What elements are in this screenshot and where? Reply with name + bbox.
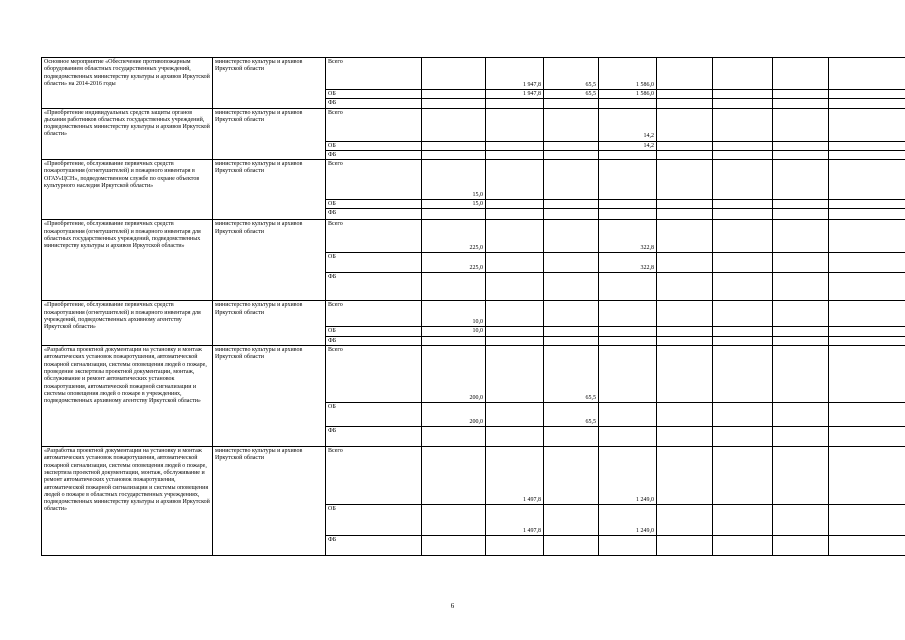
value-cell: [544, 505, 599, 536]
value-cell: 1 249,0: [599, 505, 657, 536]
value-cell: [713, 346, 773, 403]
value-cell: [657, 220, 713, 253]
value-cell: [657, 141, 713, 150]
value-cell: [657, 336, 713, 345]
value-cell: [544, 200, 599, 209]
funding-source-cell: Всего: [326, 220, 422, 253]
value-cell: [713, 536, 773, 556]
table-row: [42, 301, 905, 327]
value-cell: [829, 536, 905, 556]
value-cell: [544, 108, 599, 141]
funding-source-cell: ОБ: [326, 90, 422, 99]
funding-source-cell: Всего: [326, 301, 422, 327]
value-cell: [599, 346, 657, 403]
value-cell: [422, 505, 486, 536]
value-cell: [829, 346, 905, 403]
value-cell: 15,0: [422, 200, 486, 209]
funding-source-cell: ОБ: [326, 505, 422, 536]
executor-cell: министерство культуры и архивов Иркутской области: [213, 108, 326, 160]
value-cell: [544, 301, 599, 327]
value-cell: [713, 99, 773, 108]
value-cell: [773, 447, 829, 505]
value-cell: [486, 99, 544, 108]
value-cell: [829, 108, 905, 141]
value-cell: [657, 150, 713, 159]
value-cell: [713, 209, 773, 220]
value-cell: 10,0: [422, 301, 486, 327]
funding-source-cell: ФБ: [326, 209, 422, 220]
value-cell: [829, 200, 905, 209]
funding-source-cell: Всего: [326, 108, 422, 141]
value-cell: [773, 536, 829, 556]
value-cell: [486, 273, 544, 301]
value-cell: [829, 447, 905, 505]
value-cell: [657, 209, 713, 220]
table-row: [42, 447, 905, 505]
executor-cell: министерство культуры и архивов Иркутской области: [213, 301, 326, 346]
value-cell: [829, 220, 905, 253]
value-cell: [599, 99, 657, 108]
value-cell: [713, 90, 773, 99]
value-cell: 1 497,8: [486, 447, 544, 505]
value-cell: 322,8: [599, 220, 657, 253]
funding-source-cell: Всего: [326, 346, 422, 403]
value-cell: [422, 99, 486, 108]
value-cell: [657, 273, 713, 301]
value-cell: [657, 253, 713, 273]
value-cell: [657, 536, 713, 556]
value-cell: [773, 336, 829, 345]
funding-source-cell: ФБ: [326, 427, 422, 447]
value-cell: 65,5: [544, 90, 599, 99]
value-cell: [599, 403, 657, 427]
value-cell: 1 586,0: [599, 58, 657, 90]
value-cell: 1 947,8: [486, 58, 544, 90]
value-cell: [599, 301, 657, 327]
value-cell: [773, 346, 829, 403]
value-cell: [713, 447, 773, 505]
value-cell: [713, 220, 773, 253]
value-cell: [713, 505, 773, 536]
value-cell: [599, 273, 657, 301]
value-cell: [773, 209, 829, 220]
value-cell: [657, 99, 713, 108]
value-cell: [829, 99, 905, 108]
value-cell: [544, 427, 599, 447]
value-cell: [713, 108, 773, 141]
value-cell: [544, 150, 599, 159]
value-cell: [422, 336, 486, 345]
value-cell: [544, 141, 599, 150]
value-cell: [544, 160, 599, 200]
value-cell: [422, 141, 486, 150]
value-cell: [657, 200, 713, 209]
value-cell: [773, 220, 829, 253]
value-cell: [773, 108, 829, 141]
value-cell: [599, 209, 657, 220]
value-cell: 322,8: [599, 253, 657, 273]
budget-table: [41, 57, 905, 556]
value-cell: [486, 336, 544, 345]
executor-cell: министерство культуры и архивов Иркутской области: [213, 58, 326, 109]
value-cell: [599, 427, 657, 447]
value-cell: [599, 336, 657, 345]
value-cell: [829, 150, 905, 159]
value-cell: [773, 90, 829, 99]
table-row: [42, 346, 905, 403]
value-cell: [713, 141, 773, 150]
value-cell: [829, 403, 905, 427]
value-cell: 15,0: [422, 160, 486, 200]
value-cell: [713, 160, 773, 200]
table-row: [42, 58, 905, 90]
value-cell: [486, 150, 544, 159]
value-cell: [829, 253, 905, 273]
value-cell: [713, 327, 773, 336]
value-cell: [486, 108, 544, 141]
value-cell: [422, 90, 486, 99]
value-cell: [486, 327, 544, 336]
executor-cell: министерство культуры и архивов Иркутской области: [213, 346, 326, 447]
funding-source-cell: ФБ: [326, 536, 422, 556]
value-cell: [829, 427, 905, 447]
event-name-cell: «Приобретение, обслуживание первичных средств пожаротушения (огнетушителей) и пожарного инвентаря для учреждений, подведомственных архивному агентству Иркутской области»: [42, 301, 213, 346]
value-cell: [486, 536, 544, 556]
value-cell: [544, 273, 599, 301]
value-cell: [544, 536, 599, 556]
funding-source-cell: Всего: [326, 447, 422, 505]
table-row: [42, 108, 905, 141]
value-cell: [829, 505, 905, 536]
value-cell: 65,5: [544, 346, 599, 403]
event-name-cell: «Приобретение, обслуживание первичных средств пожаротушения (огнетушителей) и пожарного инвентаря для областных государственных учреждений, подведомственных министерству культуры и архивов Иркутской области»: [42, 220, 213, 301]
funding-source-cell: ОБ: [326, 141, 422, 150]
value-cell: [829, 209, 905, 220]
value-cell: [773, 403, 829, 427]
value-cell: [422, 209, 486, 220]
event-name-cell: «Разработка проектной документации на установку и монтаж автоматических установок пожаротушения, автоматической пожарной сигнализации, системы оповещения людей о пожаре, проведение экспертизы проектной документации, монтаж, обслуживание и ремонт автоматических установок пожаротушения, автоматической пожарной сигнализации и системы оповещения людей о пожаре в учреждениях, подведомственных архивному агентству Иркутской области»: [42, 346, 213, 447]
value-cell: [486, 209, 544, 220]
funding-source-cell: ОБ: [326, 200, 422, 209]
value-cell: [544, 220, 599, 253]
funding-source-cell: ФБ: [326, 99, 422, 108]
value-cell: [657, 346, 713, 403]
event-name-cell: «Приобретение, обслуживание первичных средств пожаротушения (огнетушителей) и пожарного инвентаря в ОГАУ«ЦСН», подведомственном службе по охране объектов культурного наследия Иркутской области»: [42, 160, 213, 220]
value-cell: 65,5: [544, 58, 599, 90]
value-cell: [773, 327, 829, 336]
table-row: [42, 220, 905, 253]
value-cell: 14,2: [599, 108, 657, 141]
funding-source-cell: ФБ: [326, 150, 422, 159]
value-cell: [544, 447, 599, 505]
value-cell: [657, 301, 713, 327]
value-cell: 1 586,0: [599, 90, 657, 99]
value-cell: [486, 160, 544, 200]
value-cell: [829, 160, 905, 200]
value-cell: [713, 58, 773, 90]
value-cell: [599, 150, 657, 159]
executor-cell: министерство культуры и архивов Иркутской области: [213, 220, 326, 301]
funding-source-cell: Всего: [326, 160, 422, 200]
value-cell: [829, 327, 905, 336]
value-cell: [657, 58, 713, 90]
executor-cell: министерство культуры и архивов Иркутской области: [213, 447, 326, 556]
value-cell: [599, 160, 657, 200]
value-cell: [486, 141, 544, 150]
value-cell: [422, 58, 486, 90]
value-cell: 65,5: [544, 403, 599, 427]
value-cell: [829, 273, 905, 301]
value-cell: [657, 447, 713, 505]
value-cell: [773, 505, 829, 536]
value-cell: [773, 273, 829, 301]
value-cell: [657, 108, 713, 141]
value-cell: [486, 403, 544, 427]
value-cell: [773, 427, 829, 447]
value-cell: [544, 327, 599, 336]
value-cell: 1 947,8: [486, 90, 544, 99]
value-cell: [657, 160, 713, 200]
value-cell: [422, 108, 486, 141]
value-cell: [544, 209, 599, 220]
value-cell: [486, 200, 544, 209]
value-cell: [773, 150, 829, 159]
value-cell: [773, 58, 829, 90]
event-name-cell: «Разработка проектной документации на установку и монтаж автоматических установок пожаротушения, автоматической пожарной сигнализации, системы оповещения людей о пожаре, экспертиза проектной документации, монтаж, обслуживание и ремонт автоматических установок пожаротушения, автоматической пожарной сигнализации и системы оповещения людей о пожаре в областных государственных учреждениях, подведомственных министерству культуры и архивов Иркутской области»: [42, 447, 213, 556]
value-cell: [713, 200, 773, 209]
value-cell: [486, 253, 544, 273]
value-cell: [657, 505, 713, 536]
value-cell: 225,0: [422, 253, 486, 273]
value-cell: [829, 90, 905, 99]
value-cell: 200,0: [422, 403, 486, 427]
value-cell: [422, 536, 486, 556]
value-cell: [544, 99, 599, 108]
value-cell: [829, 301, 905, 327]
funding-source-cell: ОБ: [326, 253, 422, 273]
value-cell: [829, 58, 905, 90]
value-cell: [486, 427, 544, 447]
funding-source-cell: ФБ: [326, 273, 422, 301]
value-cell: [544, 336, 599, 345]
value-cell: [599, 200, 657, 209]
value-cell: [657, 90, 713, 99]
value-cell: 10,0: [422, 327, 486, 336]
value-cell: [773, 200, 829, 209]
value-cell: [486, 301, 544, 327]
value-cell: [486, 220, 544, 253]
funding-source-cell: ФБ: [326, 336, 422, 345]
value-cell: [713, 403, 773, 427]
value-cell: [599, 536, 657, 556]
value-cell: [422, 427, 486, 447]
table-body: [42, 58, 905, 556]
value-cell: 1 249,0: [599, 447, 657, 505]
executor-cell: министерство культуры и архивов Иркутской области: [213, 160, 326, 220]
value-cell: [486, 346, 544, 403]
value-cell: 14,2: [599, 141, 657, 150]
value-cell: [713, 427, 773, 447]
event-name-cell: «Приобретение индивидуальных средств защиты органов дыхания работников областных государственных учреждений, подведомственных министерству культуры и архивов Иркутской области»: [42, 108, 213, 160]
value-cell: 225,0: [422, 220, 486, 253]
value-cell: [657, 427, 713, 447]
value-cell: [657, 403, 713, 427]
value-cell: [713, 253, 773, 273]
value-cell: [713, 273, 773, 301]
value-cell: [422, 150, 486, 159]
value-cell: [773, 160, 829, 200]
value-cell: [657, 327, 713, 336]
value-cell: [773, 99, 829, 108]
value-cell: [713, 301, 773, 327]
table-row: [42, 160, 905, 200]
value-cell: [422, 273, 486, 301]
value-cell: 1 497,8: [486, 505, 544, 536]
page-number: 6: [450, 602, 455, 610]
value-cell: [773, 253, 829, 273]
value-cell: [599, 327, 657, 336]
value-cell: [544, 253, 599, 273]
value-cell: 200,0: [422, 346, 486, 403]
value-cell: [829, 336, 905, 345]
event-name-cell: Основное мероприятие «Обеспечение противопожарным оборудованием областных государственных учреждений, подведомственных министерству культуры и архивов Иркутской области» на 2014-2016 годы: [42, 58, 213, 109]
value-cell: [713, 336, 773, 345]
value-cell: [773, 141, 829, 150]
value-cell: [773, 301, 829, 327]
funding-source-cell: ОБ: [326, 327, 422, 336]
value-cell: [829, 141, 905, 150]
value-cell: [713, 150, 773, 159]
funding-source-cell: ОБ: [326, 403, 422, 427]
value-cell: [422, 447, 486, 505]
funding-source-cell: Всего: [326, 58, 422, 90]
